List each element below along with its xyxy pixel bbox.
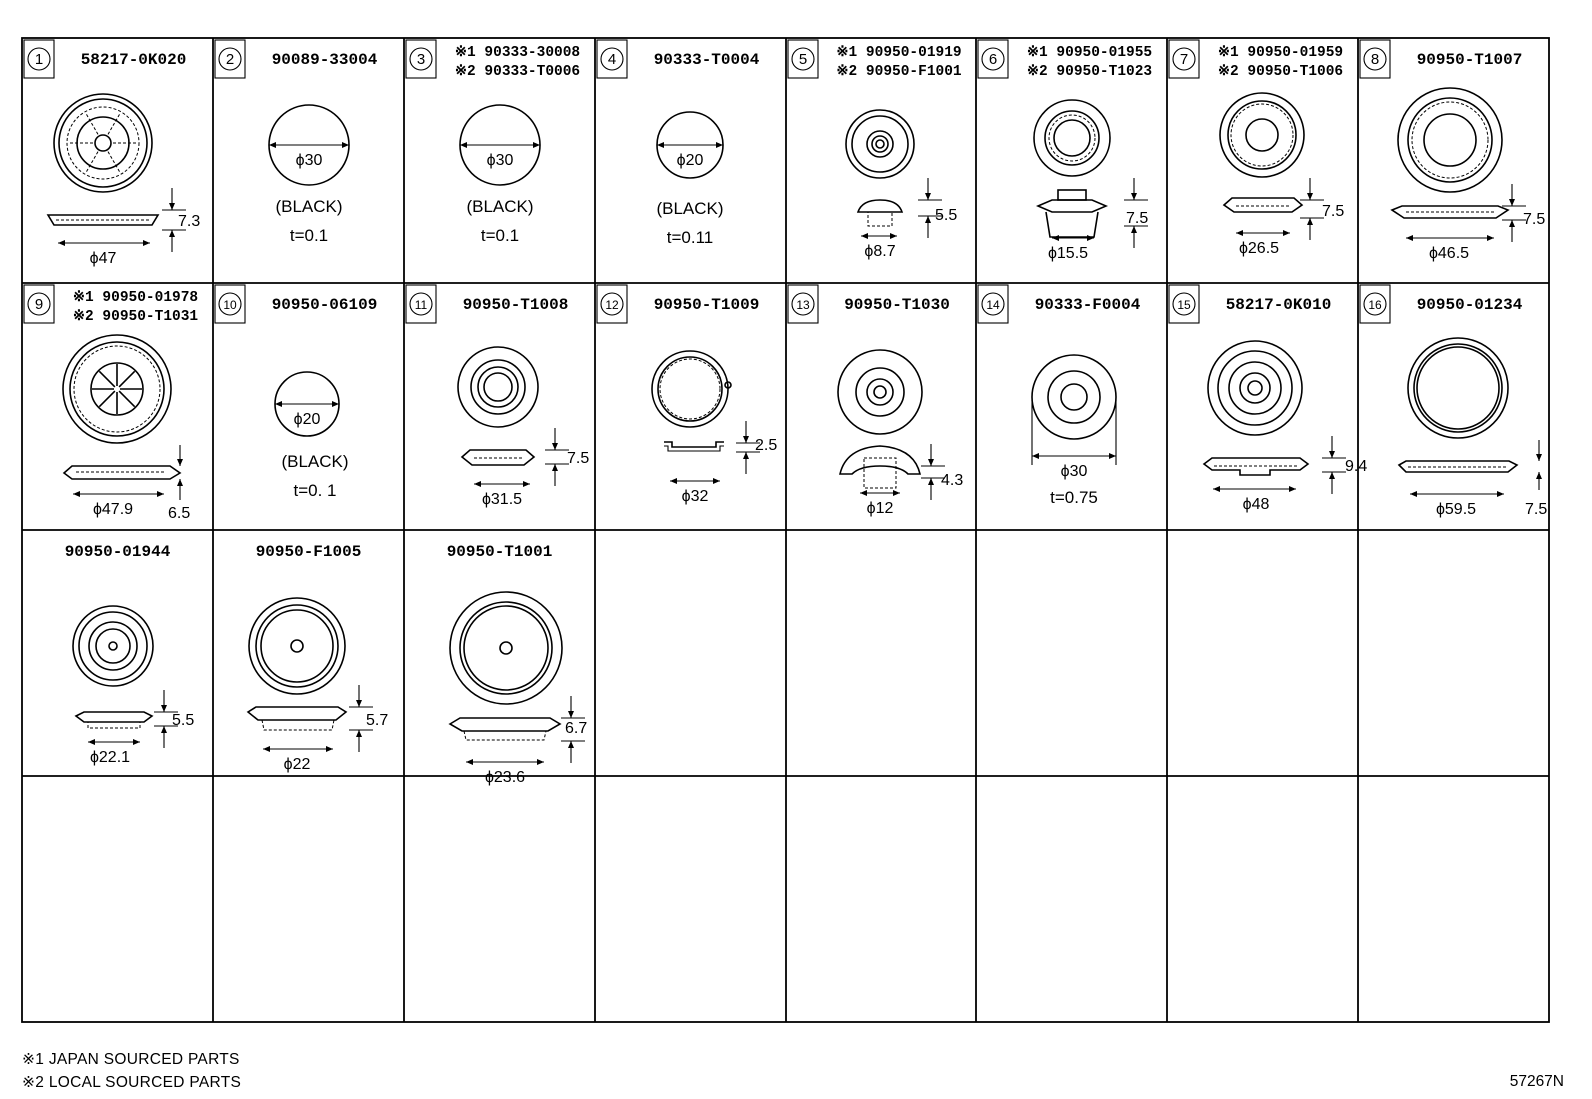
grommet-ring [54, 94, 152, 192]
vent-spoke [99, 371, 115, 387]
arrow-head [1410, 491, 1417, 497]
vent-spoke [99, 391, 115, 407]
callout-number: 15 [1177, 298, 1191, 312]
arrow-head [860, 490, 867, 496]
callout-number: 13 [796, 298, 810, 312]
grommet-ring [838, 350, 922, 434]
arrow-head [1032, 453, 1039, 459]
arrow-head [568, 711, 574, 718]
grommet-profile [664, 442, 724, 447]
profile-top [1058, 190, 1086, 200]
arrow-head [1307, 193, 1313, 200]
arrow-head [1236, 230, 1243, 236]
grommet-ring [856, 368, 904, 416]
part-number: 90950-T1009 [653, 296, 760, 314]
arrow-head [133, 739, 140, 745]
arrow-head [928, 459, 934, 466]
rib-line [86, 152, 98, 173]
grommet-ring [1208, 341, 1302, 435]
arrow-head [1307, 218, 1313, 225]
callout-number: 14 [986, 298, 1000, 312]
grommet-ring [1240, 373, 1270, 403]
height-label: 7.5 [1523, 211, 1546, 228]
callout-number: 5 [798, 51, 808, 68]
grommet-ring-dashed [660, 359, 720, 419]
grommet-ring [291, 640, 303, 652]
grommet-ring [1417, 347, 1499, 429]
height-label: 7.5 [1126, 210, 1149, 227]
arrow-head [263, 746, 270, 752]
arrow-head [169, 203, 175, 210]
diameter-label: ϕ20 [676, 152, 704, 169]
grommet-ring [1220, 93, 1304, 177]
grommet-ring [1246, 119, 1278, 151]
part-number-japan: ※1 90950-01919 [836, 45, 962, 61]
arrow-head [670, 478, 677, 484]
table-grid [22, 38, 1549, 1022]
part-number: 90333-T0004 [653, 51, 760, 69]
grommet-ring [95, 135, 111, 151]
grommet-ring [1414, 344, 1502, 432]
height-label: 7.5 [567, 450, 590, 467]
height-label: 5.5 [935, 207, 958, 224]
height-label: 7.5 [1322, 203, 1345, 220]
arrow-head [743, 452, 749, 459]
callout-number: 6 [988, 51, 998, 68]
grommet-profile [248, 707, 346, 720]
arrow-head [88, 739, 95, 745]
arrow-head [1487, 235, 1494, 241]
arrow-head [73, 491, 80, 497]
part-number: 90950-01944 [64, 543, 171, 561]
arrow-head [1329, 472, 1335, 479]
arrow-head [1283, 230, 1290, 236]
arrow-head [713, 478, 720, 484]
grommet-ring [846, 110, 914, 178]
arrow-head [275, 401, 282, 407]
diameter-label: ϕ59.5 [1435, 501, 1477, 518]
part-number: 90950-F1005 [255, 543, 362, 561]
grommet-ring [1424, 114, 1476, 166]
arrow-head [537, 759, 544, 765]
callout-number: 12 [605, 298, 619, 312]
grommet-ring-dashed [74, 346, 160, 432]
grommet-ring [73, 606, 153, 686]
part-number-local: ※2 90950-T1023 [1026, 64, 1153, 80]
part-number-japan: ※1 90950-01959 [1217, 45, 1344, 61]
callout-number: 4 [607, 51, 617, 68]
grommet-ring [256, 605, 338, 687]
part-number-local: ※2 90950-T1006 [1217, 64, 1344, 80]
part-drawings [48, 88, 1547, 786]
grommet-ring [876, 140, 884, 148]
grommet-ring [70, 342, 164, 436]
callout-number: 9 [34, 296, 44, 313]
part-number-local: ※2 90950-T1031 [72, 309, 199, 325]
height-label: 4.3 [941, 472, 964, 489]
arrow-head [893, 490, 900, 496]
arrow-head [1329, 451, 1335, 458]
diameter-label: ϕ15.5 [1047, 245, 1089, 262]
diameter-label: ϕ26.5 [1238, 240, 1280, 257]
part-number-japan: ※1 90333-30008 [454, 45, 581, 61]
grommet-profile [858, 200, 902, 212]
diameter-label: ϕ30 [486, 152, 514, 169]
diameter-label: ϕ47.9 [92, 501, 134, 518]
height-label: 2.5 [755, 437, 778, 454]
arrow-head [1131, 226, 1137, 233]
grommet-ring [484, 373, 512, 401]
japan-sourced-note: ※1 JAPAN SOURCED PARTS [22, 1051, 240, 1068]
callout-number: 7 [1179, 51, 1189, 68]
diameter-label: ϕ48 [1242, 496, 1270, 513]
grommet-ring [852, 116, 908, 172]
grommet-ring [450, 592, 562, 704]
arrow-head [326, 746, 333, 752]
arrow-head [523, 481, 530, 487]
arrow-head [143, 240, 150, 246]
arrow-head [1109, 453, 1116, 459]
part-number: 90089-33004 [271, 51, 378, 69]
rib-line [108, 152, 120, 173]
arrow-head [460, 142, 467, 148]
grommet-profile [450, 718, 560, 731]
grommet-ring-dashed [1049, 115, 1095, 161]
color-note: (BLACK) [275, 197, 343, 216]
thickness-note: t=0.11 [666, 228, 714, 247]
grommet-profile [462, 450, 534, 465]
height-label: 7.5 [1525, 501, 1548, 518]
height-label: 9.4 [1345, 458, 1368, 475]
arrow-head [928, 478, 934, 485]
grommet-ring [874, 386, 886, 398]
diameter-label: ϕ47 [89, 250, 117, 267]
arrow-head [1509, 199, 1515, 206]
diameter-label: ϕ8.7 [864, 243, 896, 260]
diameter-label: ϕ30 [1060, 463, 1088, 480]
grommet-ring [1229, 362, 1281, 414]
grommet-ring [63, 335, 171, 443]
grommet-ring [867, 131, 893, 157]
diameter-label: ϕ30 [295, 152, 323, 169]
grommet-ring [471, 360, 525, 414]
arrow-head [1497, 491, 1504, 497]
grommet-ring [500, 642, 512, 654]
grommet-ring [1248, 381, 1262, 395]
vent-spoke [119, 391, 135, 407]
part-number: 90333-F0004 [1034, 296, 1141, 314]
grommet-ring [1061, 384, 1087, 410]
rib-line [108, 114, 120, 135]
grommet-profile [1392, 206, 1508, 218]
arrow-head [269, 142, 276, 148]
arrow-head [1509, 220, 1515, 227]
arrow-head [1087, 235, 1094, 241]
profile-skirt [464, 731, 546, 740]
grommet-profile [1224, 198, 1302, 212]
arrow-head [533, 142, 540, 148]
arrow-head [1131, 193, 1137, 200]
arrow-head [169, 230, 175, 237]
drawing-code: 57267N [1509, 1073, 1564, 1090]
rib-line [86, 114, 98, 135]
part-number: 90950-T1030 [844, 296, 950, 314]
arrow-head [161, 705, 167, 712]
grommet-ring [109, 642, 117, 650]
arrow-head [332, 401, 339, 407]
arrow-head [342, 142, 349, 148]
arrow-head [157, 491, 164, 497]
part-number-japan: ※1 90950-01955 [1026, 45, 1153, 61]
profile-neck [88, 722, 140, 728]
arrow-head [474, 481, 481, 487]
arrow-head [552, 443, 558, 450]
height-label: 6.5 [168, 505, 191, 522]
part-number-local: ※2 90333-T0006 [454, 64, 581, 80]
thickness-note: t=0.75 [1050, 488, 1098, 507]
grommet-ring-dashed [1231, 104, 1293, 166]
part-number: 58217-0K010 [1225, 296, 1332, 314]
diameter-label: ϕ20 [293, 411, 321, 428]
grommet-ring [96, 629, 130, 663]
profile-neck [864, 458, 896, 488]
grommet-ring [464, 606, 548, 690]
arrow-head [1213, 486, 1220, 492]
grommet-ring [1045, 111, 1099, 165]
arrow-head [466, 759, 473, 765]
grommet-ring [460, 602, 552, 694]
grommet-ring [1032, 355, 1116, 439]
vent-spoke [119, 371, 135, 387]
arrow-head [1536, 472, 1542, 479]
callout-number: 1 [34, 51, 44, 68]
profile-neck [868, 212, 892, 226]
arrow-head [177, 459, 183, 466]
thickness-note: t=0.1 [480, 226, 520, 245]
grommet-ring [1054, 120, 1090, 156]
color-note: (BLACK) [281, 452, 349, 471]
arrow-head [657, 142, 664, 148]
arrow-head [716, 142, 723, 148]
grommet-ring [1408, 338, 1508, 438]
arrow-head [1406, 235, 1413, 241]
arrow-head [861, 233, 868, 239]
diameter-label: ϕ46.5 [1428, 245, 1470, 262]
diameter-label: ϕ32 [681, 488, 709, 505]
part-number: 90950-T1001 [446, 543, 553, 561]
grommet-ring [1048, 371, 1100, 423]
grommet-profile [840, 446, 920, 474]
color-note: (BLACK) [466, 197, 534, 216]
profile-skirt [262, 720, 334, 730]
arrow-head [1289, 486, 1296, 492]
grommet-ring [458, 347, 538, 427]
arrow-head [925, 216, 931, 223]
diameter-label: ϕ31.5 [481, 491, 523, 508]
grommet-ring [77, 117, 129, 169]
grommet-ring [867, 379, 893, 405]
diameter-label: ϕ22 [283, 756, 311, 773]
arrow-head [568, 741, 574, 748]
color-note: (BLACK) [656, 199, 724, 218]
arrow-head [890, 233, 897, 239]
diameter-label: ϕ23.6 [484, 769, 526, 786]
diameter-label: ϕ22.1 [89, 749, 131, 766]
profile-skirt [1046, 212, 1098, 237]
arrow-head [552, 464, 558, 471]
grommet-ring [249, 598, 345, 694]
arrow-head [356, 730, 362, 737]
callout-number: 11 [414, 298, 428, 312]
callout-number: 8 [1370, 51, 1380, 68]
arrow-head [177, 479, 183, 486]
grommet-ring [1408, 98, 1492, 182]
grommet-ring [1228, 101, 1296, 169]
callout-number: 3 [416, 51, 426, 68]
grommet-ring [652, 351, 728, 427]
arrow-head [1052, 235, 1059, 241]
thickness-note: t=0.1 [289, 226, 329, 245]
height-label: 7.3 [178, 213, 201, 230]
height-label: 6.7 [565, 720, 588, 737]
diameter-label: ϕ12 [866, 500, 894, 517]
height-label: 5.5 [172, 712, 195, 729]
part-number: 90950-T1007 [1416, 51, 1523, 69]
height-label: 5.7 [366, 712, 389, 729]
local-sourced-note: ※2 LOCAL SOURCED PARTS [22, 1074, 242, 1091]
part-number-local: ※2 90950-F1001 [836, 64, 962, 80]
arrow-head [161, 726, 167, 733]
arrow-head [925, 193, 931, 200]
part-number: 90950-06109 [271, 296, 378, 314]
callout-number: 2 [225, 51, 235, 68]
grommet-ring [658, 357, 722, 421]
thickness-note: t=0. 1 [293, 481, 337, 500]
grommet-profile [1038, 200, 1106, 212]
arrow-head [1536, 454, 1542, 461]
arrow-head [356, 700, 362, 707]
arrow-head [58, 240, 65, 246]
part-number: 90950-01234 [1416, 296, 1523, 314]
cell-headers [24, 40, 1523, 561]
arrow-head [743, 436, 749, 443]
part-number: 90950-T1008 [462, 296, 569, 314]
grommet-profile [76, 712, 152, 722]
callout-number: 16 [1368, 298, 1382, 312]
grommet-ring [1398, 88, 1502, 192]
grommet-ring [872, 136, 888, 152]
part-number: 58217-0K020 [80, 51, 187, 69]
grommet-ring [261, 610, 333, 682]
callout-number: 10 [223, 298, 237, 312]
part-number-japan: ※1 90950-01978 [72, 290, 199, 306]
